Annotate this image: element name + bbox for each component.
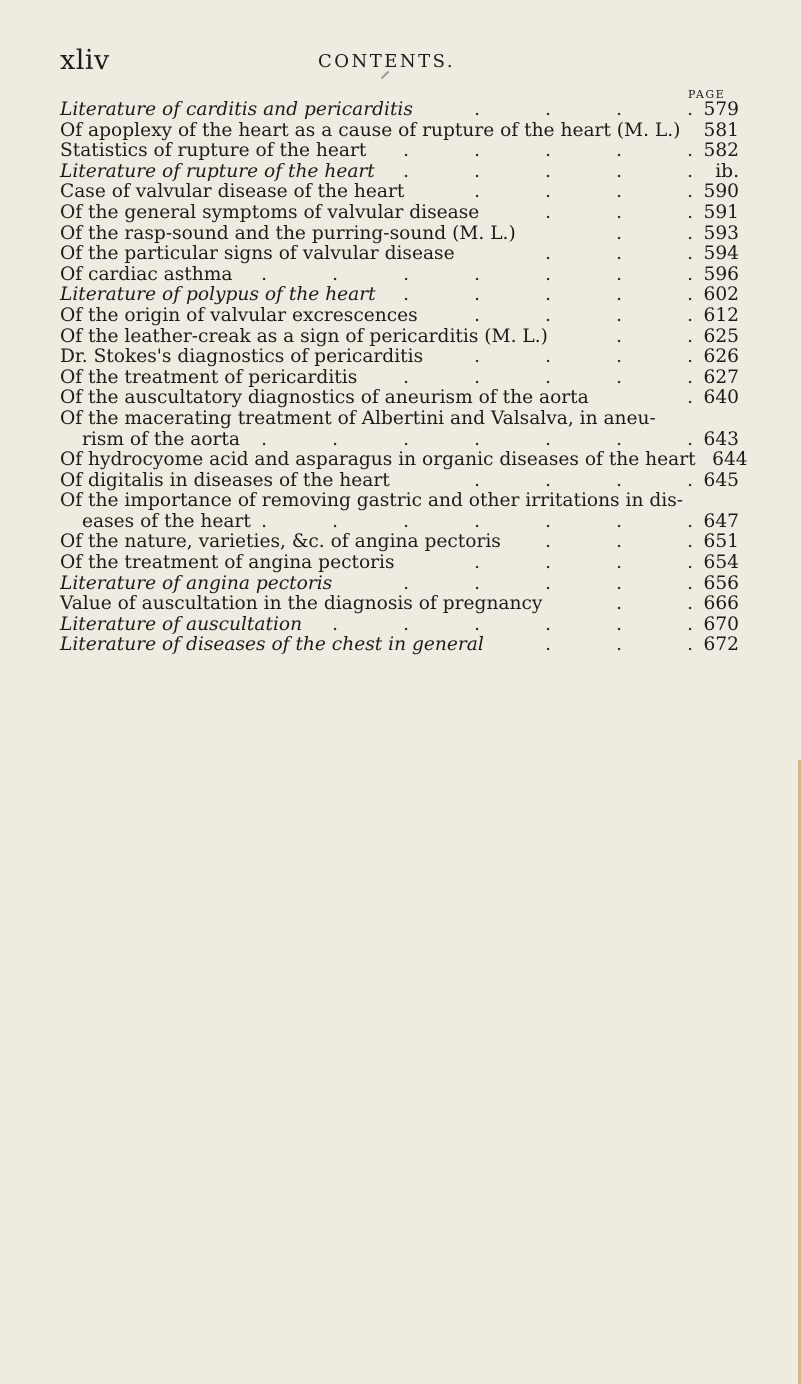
toc-entry xyxy=(60,347,739,368)
toc-entry xyxy=(60,388,739,409)
toc-entry xyxy=(60,162,739,183)
toc-entry-page: 644 xyxy=(712,449,748,471)
dot-leaders: . . . xyxy=(545,635,693,656)
toc-entry-page: 591 xyxy=(703,201,739,223)
toc-entry xyxy=(60,121,739,142)
toc-entry xyxy=(60,141,739,162)
toc-entry xyxy=(60,285,739,306)
dot-leaders: . . . . . xyxy=(403,285,693,306)
toc-entry-page: 627 xyxy=(703,366,739,388)
toc-entry-title: Of the general symptoms of valvular disease xyxy=(60,201,480,223)
toc-entry xyxy=(60,574,739,595)
toc-entry-title: Case of valvular disease of the heart xyxy=(60,181,405,203)
toc-entry-page: 654 xyxy=(703,552,739,574)
dot-leaders: . . . xyxy=(545,532,693,553)
dot-leaders: . . . . xyxy=(474,182,693,203)
toc-entry xyxy=(60,471,739,492)
toc-entry-title-continuation: rism of the aorta xyxy=(82,428,240,450)
dot-leaders: . . . . xyxy=(474,553,693,574)
toc-entry-title: Value of auscultation in the diagnosis of pregnancy xyxy=(60,593,543,615)
toc-entry-title: Of the particular signs of valvular disease xyxy=(60,243,455,265)
dot-leaders: . . . . . xyxy=(403,161,693,182)
toc-entry-page: 594 xyxy=(703,243,739,265)
toc-entry-page: 672 xyxy=(703,634,739,656)
dot-leaders: . . . . . . . xyxy=(261,429,693,450)
toc-entry-page: 582 xyxy=(703,140,739,162)
dot-leaders: . . . . xyxy=(474,347,693,368)
toc-entry-page: 596 xyxy=(703,263,739,285)
toc-entry-page: 640 xyxy=(703,387,739,409)
dot-leaders: . . xyxy=(616,223,693,244)
toc-entry-title: Literature of carditis and pericarditis xyxy=(60,99,413,120)
toc-entry-title: Of the treatment of angina pectoris xyxy=(60,552,395,574)
toc-entry-page: 656 xyxy=(703,572,739,594)
toc-entry-title-continuation: eases of the heart xyxy=(82,510,251,532)
toc-entry xyxy=(60,553,739,574)
toc-entry-title: Literature of diseases of the chest in general xyxy=(60,634,484,656)
toc-entry xyxy=(60,182,739,203)
dot-leaders: . xyxy=(687,388,693,409)
toc-entry-title: Literature of polypus of the heart xyxy=(60,284,376,306)
toc-entry-page: 612 xyxy=(703,304,739,326)
toc-entry-title: Of the macerating treatment of Albertini and Valsalva, in aneu- xyxy=(60,407,656,429)
toc-entry xyxy=(60,635,739,656)
toc-entry-title: Of the importance of removing gastric and other irritations in dis- xyxy=(60,490,684,512)
toc-entry xyxy=(60,306,739,327)
toc-entry-page: 666 xyxy=(703,593,739,615)
toc-entry xyxy=(60,615,739,636)
toc-entry xyxy=(60,449,748,471)
toc-entry-title: Of hydrocyome acid and asparagus in organic diseases of the heart xyxy=(60,449,696,471)
page-header xyxy=(60,45,740,79)
page-number: xliv xyxy=(60,45,110,76)
toc-entry-title: Of apoplexy of the heart as a cause of rupture of the heart (M. L.) xyxy=(60,119,681,141)
toc-entry-title: Of the treatment of pericarditis xyxy=(60,366,358,388)
toc-entry-title: Dr. Stokes's diagnostics of pericarditis xyxy=(60,346,424,368)
dot-leaders: . . . . . . . xyxy=(261,511,693,532)
toc-entry-title: Of the auscultatory diagnostics of aneurism of the aorta xyxy=(60,387,589,409)
dot-leaders: . . . xyxy=(545,202,693,223)
toc-entry-title: Of digitalis in diseases of the heart xyxy=(60,469,390,491)
dot-leaders: . . . xyxy=(545,244,693,265)
toc-entry-page: ib. xyxy=(715,160,739,182)
toc-entry-page: 593 xyxy=(703,222,739,244)
toc-entry xyxy=(60,224,739,245)
running-head: CONTENTS. xyxy=(318,51,456,72)
table-of-contents xyxy=(60,99,748,656)
dot-leaders: . . . . xyxy=(474,100,693,120)
dot-leaders: . . . . . . xyxy=(332,614,693,635)
toc-entry-title: Of the rasp-sound and the purring-sound (M. L.) xyxy=(60,222,516,244)
dot-leaders: . . xyxy=(616,594,693,615)
toc-entry xyxy=(60,265,739,286)
toc-entry-page: 643 xyxy=(703,428,739,450)
toc-entry-title: Of cardiac asthma xyxy=(60,263,233,285)
toc-entry-page: 626 xyxy=(703,346,739,368)
dot-leaders: . . . . xyxy=(474,305,693,326)
toc-entry-page: 581 xyxy=(703,119,739,141)
toc-entry-title: Of the origin of valvular excrescences xyxy=(60,304,418,326)
toc-entry-title: Literature of auscultation xyxy=(60,613,303,635)
toc-entry xyxy=(60,244,739,265)
toc-entry xyxy=(60,594,739,615)
toc-entry xyxy=(60,100,739,121)
toc-entry-title: Of the leather-creak as a sign of pericarditis (M. L.) xyxy=(60,325,548,347)
toc-entry xyxy=(60,327,739,348)
dot-leaders: . . . . xyxy=(474,470,693,491)
toc-entry-page: 670 xyxy=(703,613,739,635)
toc-entry xyxy=(60,532,739,553)
toc-entry-title: Statistics of rupture of the heart xyxy=(60,140,367,162)
toc-entry-page: 647 xyxy=(703,510,739,532)
toc-entry xyxy=(60,203,739,224)
page-column-label: PAGE xyxy=(688,88,726,101)
toc-entry xyxy=(60,491,739,532)
dot-leaders: . . . . . xyxy=(403,141,693,162)
toc-entry xyxy=(60,368,739,389)
dot-leaders: . . xyxy=(616,326,693,347)
toc-entry-title: Of the nature, varieties, &c. of angina pectoris xyxy=(60,531,501,553)
dot-leaders: . . . . . xyxy=(403,573,693,594)
toc-entry-title: Literature of rupture of the heart xyxy=(60,160,375,182)
dot-leaders: . . . . . xyxy=(403,367,693,388)
toc-entry-page: 645 xyxy=(703,469,739,491)
toc-entry-page: 625 xyxy=(703,325,739,347)
toc-entry-title: Literature of angina pectoris xyxy=(60,572,333,594)
dot-leaders: . . . . . . . xyxy=(261,264,693,285)
toc-entry xyxy=(60,409,739,450)
toc-entry-page: 602 xyxy=(703,284,739,306)
toc-entry-page: 590 xyxy=(703,181,739,203)
toc-entry-page: 651 xyxy=(703,531,739,553)
toc-entry-page: 579 xyxy=(703,99,739,120)
